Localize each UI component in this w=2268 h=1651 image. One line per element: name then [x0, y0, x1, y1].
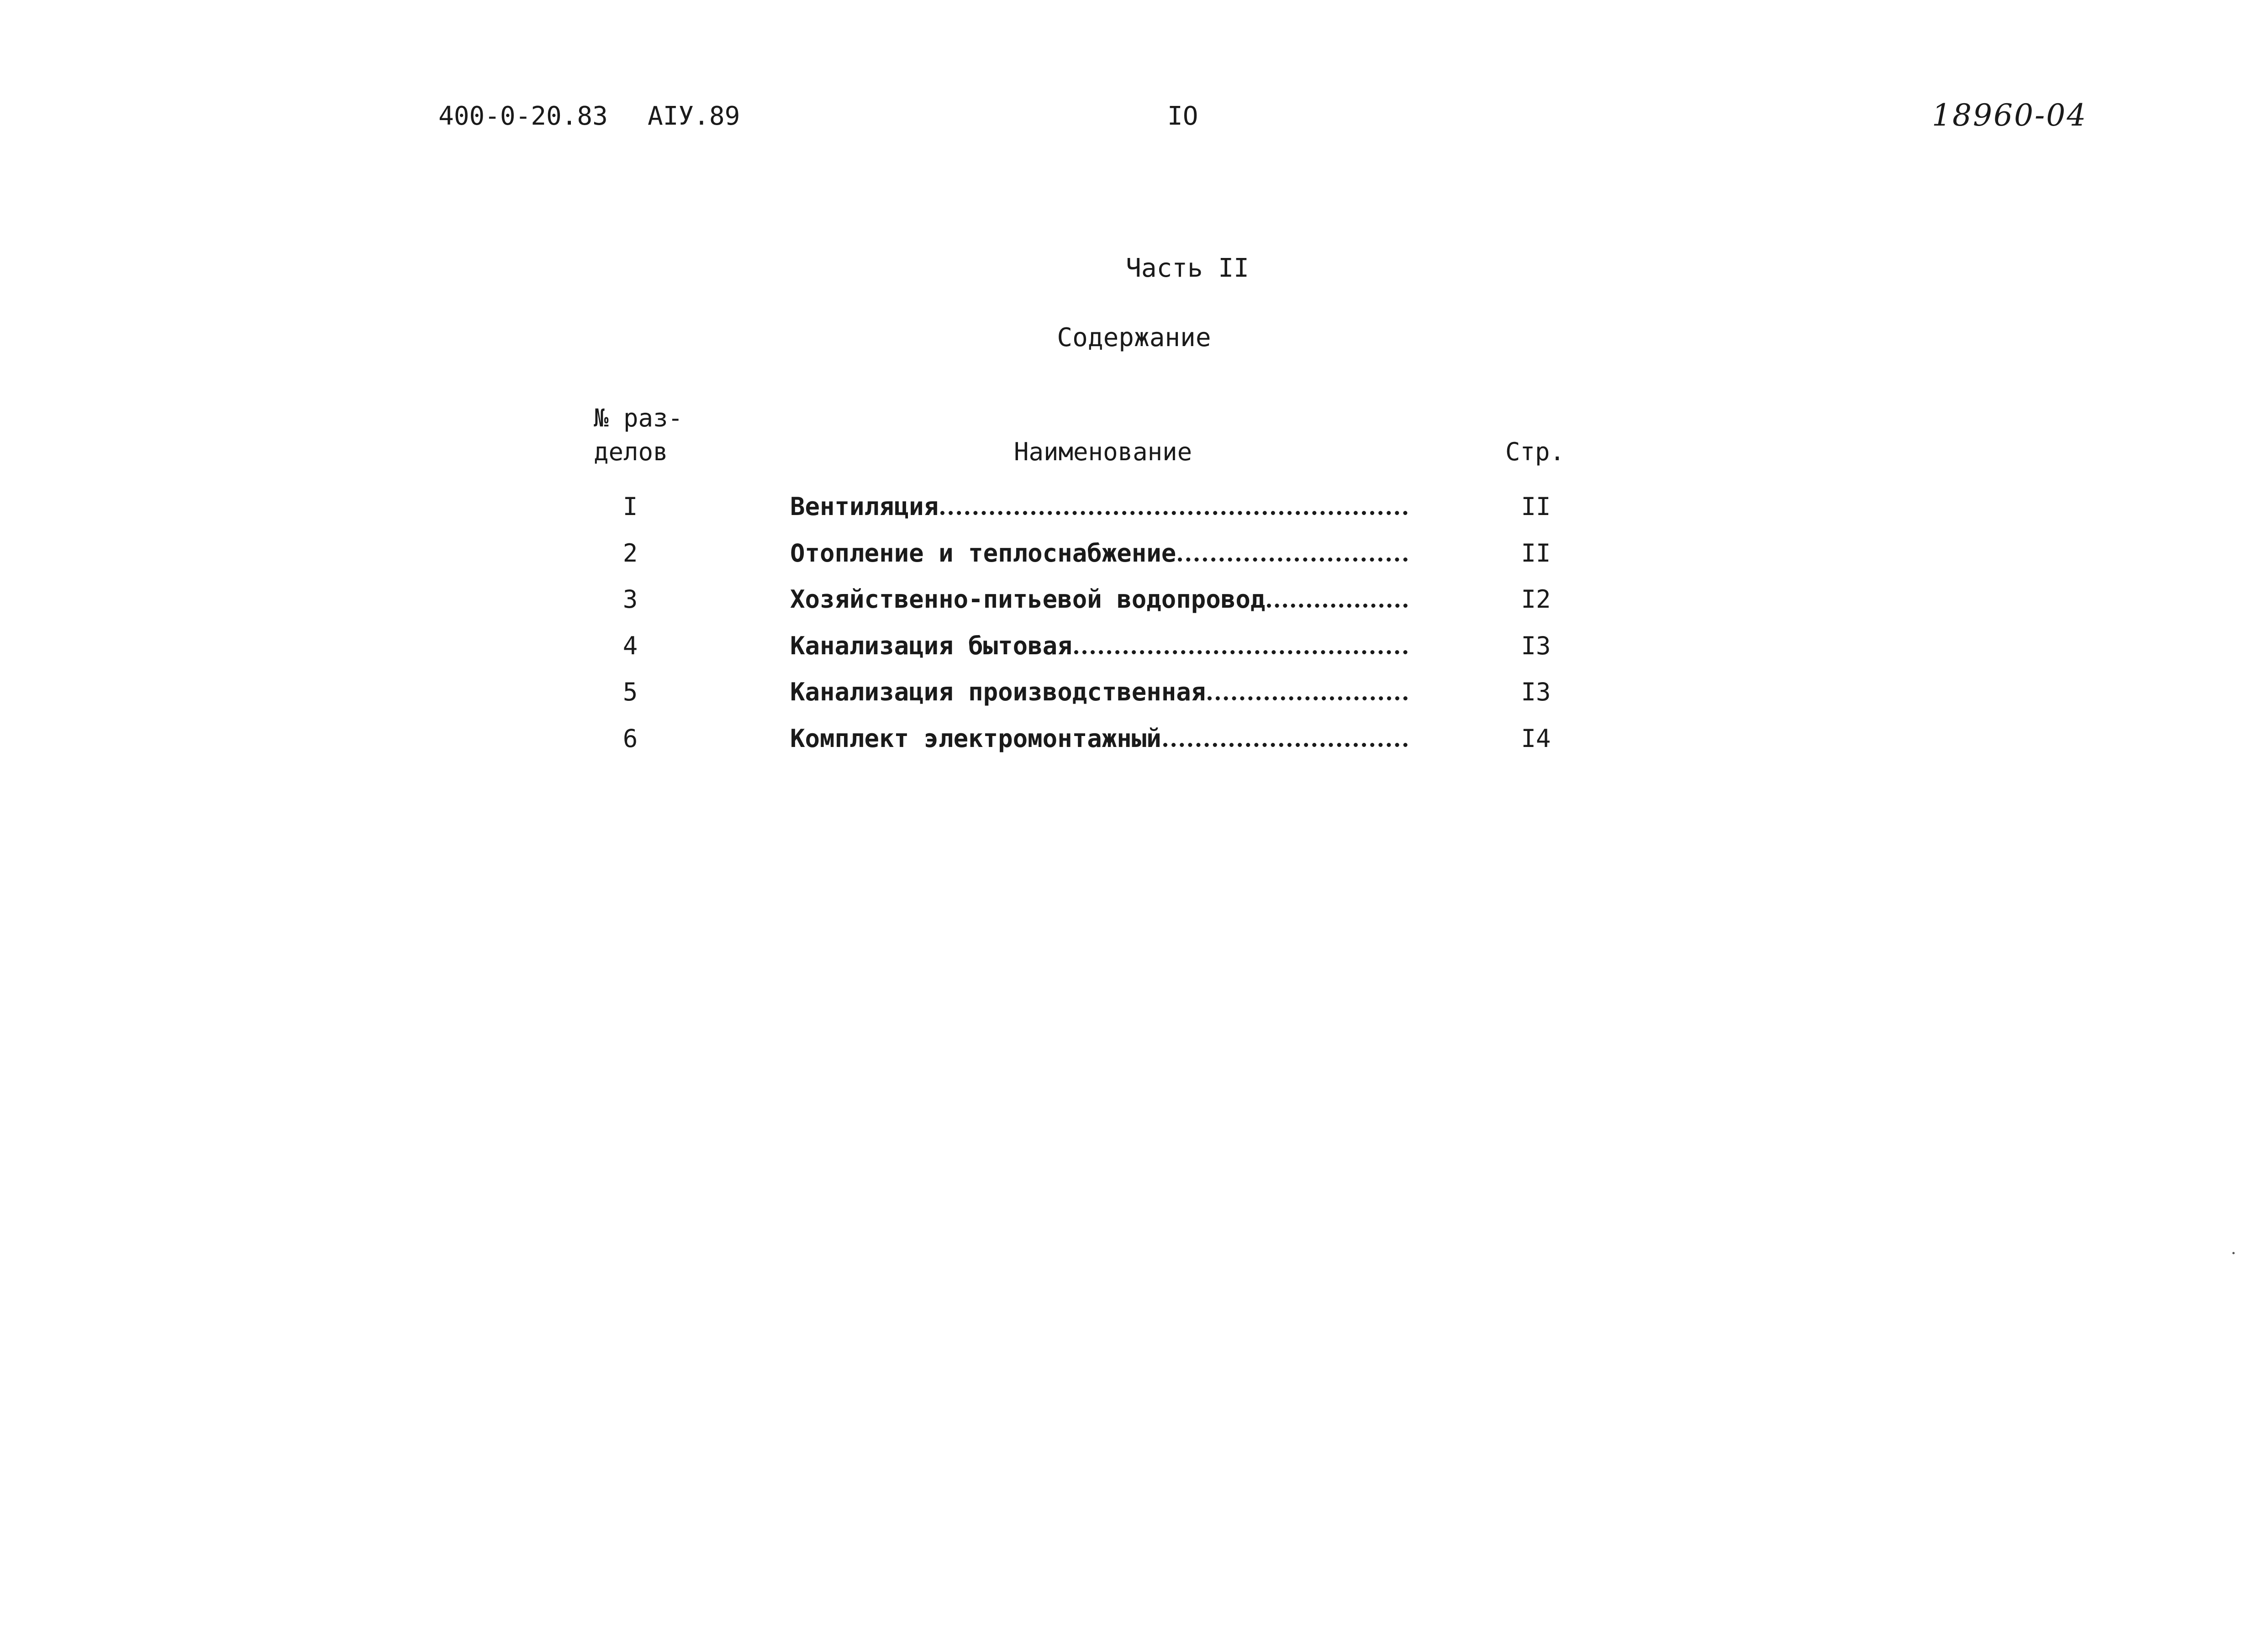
column-header-section-line1: № раз- [594, 404, 683, 432]
section-title-text: Отопление и теплоснабжение [790, 538, 1176, 568]
section-title-text: Канализация производственная [790, 678, 1206, 707]
section-title-text: Вентиляция [790, 492, 939, 521]
table-row [0, 631, 2268, 678]
dot-leader [1208, 696, 1408, 700]
section-number: 5 [622, 678, 638, 707]
table-row [0, 585, 2268, 631]
section-page: I4 [1521, 724, 1551, 753]
section-number: 4 [622, 631, 638, 660]
section-title [790, 539, 1408, 568]
section-title [790, 631, 1408, 660]
dot-leader [940, 511, 1408, 515]
table-row [0, 539, 2268, 585]
part-title: Часть II [1126, 253, 1249, 283]
contents-table [0, 492, 2268, 771]
section-number: 3 [622, 585, 638, 614]
section-number: 6 [622, 724, 638, 753]
section-title [790, 492, 1408, 521]
section-page: II [1521, 492, 1551, 521]
album-code: АIУ.89 [648, 101, 740, 131]
document-code: 400-0-20.83 [438, 101, 608, 131]
column-header-page: Стр. [1505, 437, 1565, 466]
section-page: II [1521, 538, 1551, 568]
dot-leader [1074, 650, 1408, 654]
table-row [0, 678, 2268, 724]
section-title-text: Комплект электромонтажный [790, 724, 1161, 753]
section-title [790, 678, 1408, 706]
section-number: I [622, 492, 638, 521]
section-title-text: Канализация бытовая [790, 631, 1072, 660]
dot-leader [1267, 604, 1408, 608]
section-title-text: Хозяйственно-питьевой водопровод [790, 585, 1266, 614]
dot-leader [1163, 743, 1408, 747]
section-number: 2 [622, 538, 638, 568]
column-header-name: Наименование [1014, 437, 1192, 466]
section-title [790, 585, 1408, 614]
page-number: IO [1167, 101, 1198, 131]
table-row [0, 724, 2268, 771]
section-title [790, 724, 1408, 753]
scan-speck [2232, 1252, 2235, 1254]
dot-leader [1178, 557, 1408, 562]
archive-number: 18960-04 [1932, 98, 2088, 133]
column-header-section-line2: делов [594, 437, 668, 466]
contents-title: Содержание [1057, 323, 1211, 352]
section-page: I2 [1521, 585, 1551, 614]
section-page: I3 [1521, 631, 1551, 660]
table-row [0, 492, 2268, 539]
section-page: I3 [1521, 678, 1551, 707]
